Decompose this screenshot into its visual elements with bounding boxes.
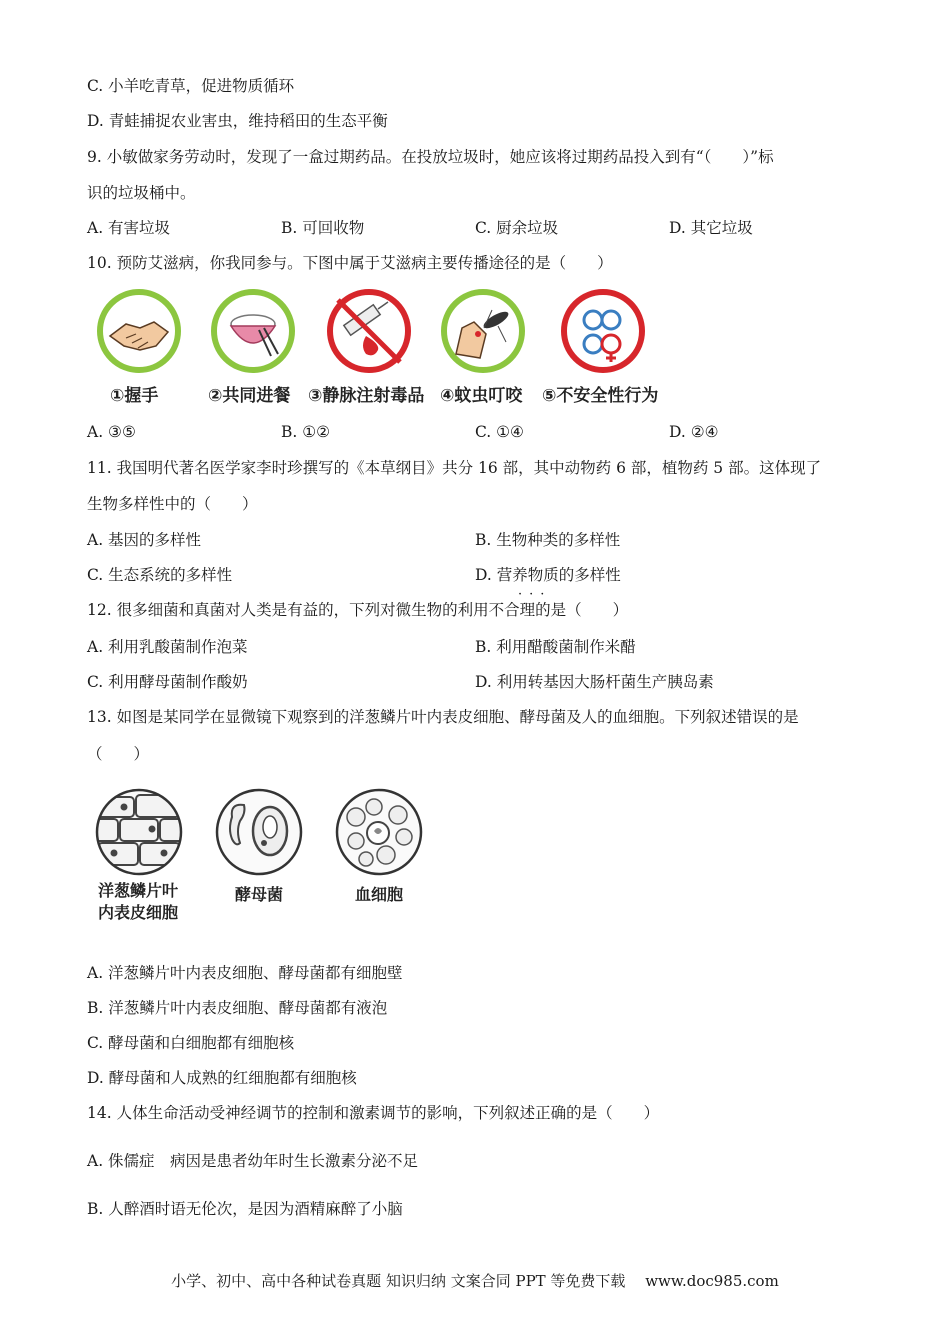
q10-option-b: B. ①② [281,423,331,441]
q12-option-a: A. 利用乳酸菌制作泡菜 [87,638,248,656]
q10-option-a: A. ③⑤ [87,423,136,441]
onion-label-line2: 内表皮细胞 [97,903,178,922]
q8-option-d: D. 青蛙捕捉农业害虫，维持稻田的生态平衡 [87,112,388,130]
blood-cells-image [334,787,424,877]
q9-option-d: D. 其它垃圾 [669,219,753,237]
q11-stem-line2: 生物多样性中的（ ） [87,495,258,513]
yeast-label: 酵母菌 [234,885,283,904]
q12-option-b: B. 利用醋酸菌制作米醋 [475,638,636,656]
q10-option-c: C. ①④ [475,423,524,441]
yeast-image [214,787,304,877]
q13-option-b: B. 洋葱鳞片叶内表皮细胞、酵母菌都有液泡 [87,999,388,1017]
figure-label-1: ①握手 [110,386,159,406]
aids-transmission-figure [90,288,690,408]
q14-option-a: A. 侏儒症 病因是患者幼年时生长激素分泌不足 [87,1152,419,1170]
q11-stem-line1: 11. 我国明代著名医学家李时珍撰写的《本草纲目》共分 16 部，其中动物药 6 部，植物药 5 部。这体现了 [87,459,822,477]
q11-option-d: D. 营养物质的多样性 [475,566,621,584]
q9-stem-line2: 识的垃圾桶中。 [87,184,196,202]
q14-option-b: B. 人醉酒时语无伦次，是因为酒精麻醉了小脑 [87,1200,403,1218]
q13-stem-line2: （ ） [87,745,150,763]
q13-option-d: D. 酵母菌和人成熟的红细胞都有细胞核 [87,1069,357,1087]
blood-label: 血细胞 [354,885,403,904]
q12-option-c: C. 利用酵母菌制作酸奶 [87,673,248,691]
q9-option-b: B. 可回收物 [281,219,365,237]
q13-option-a: A. 洋葱鳞片叶内表皮细胞、酵母菌都有细胞壁 [87,964,403,982]
figure-label-2: ②共同进餐 [208,386,291,406]
figure-label-3: ③静脉注射毒品 [308,386,425,406]
q10-stem: 10. 预防艾滋病，你我同参与。下图中属于艾滋病主要传播途径的是（ ） [87,254,613,272]
q13-stem-line1: 13. 如图是某同学在显微镜下观察到的洋葱鳞片叶内表皮细胞、酵母菌及人的血细胞。下列叙述错误的是 [87,708,799,726]
q11-option-a: A. 基因的多样性 [87,531,202,549]
syringe-icon [326,288,412,374]
mosquito-bite-icon [440,288,526,374]
figure-label-5: ⑤不安全性行为 [542,386,659,406]
onion-cells-image [94,787,184,877]
gender-symbols-icon [560,288,646,374]
q12-stem: 12. 很多细菌和真菌对人类是有益的，下列对微生物的利用不合理的是（ ） [87,601,629,619]
q8-option-c: C. 小羊吃青草，促进物质循环 [87,77,295,95]
onion-label-line1: 洋葱鳞片叶 [97,881,178,900]
q12-option-d: D. 利用转基因大肠杆菌生产胰岛素 [475,673,714,691]
q10-option-d: D. ②④ [669,423,719,441]
q11-option-c: C. 生态系统的多样性 [87,566,233,584]
q13-option-c: C. 酵母菌和白细胞都有细胞核 [87,1034,295,1052]
q14-stem: 14. 人体生命活动受神经调节的控制和激素调节的影响，下列叙述正确的是（ ） [87,1104,660,1122]
rice-bowl-icon [210,288,296,374]
emphasis-dots: ··· [518,587,552,602]
q11-option-b: B. 生物种类的多样性 [475,531,621,549]
handshake-icon [96,288,182,374]
onion-label [88,880,188,924]
q9-stem-line1: 9. 小敏做家务劳动时，发现了一盒过期药品。在投放垃圾时，她应该将过期药品投入到有“（ ）”标 [87,148,774,166]
page-footer: 小学、初中、高中各种试卷真题 知识归纳 文案合同 PPT 等免费下载 www.doc985.com [171,1272,779,1290]
q9-option-c: C. 厨余垃圾 [475,219,559,237]
q9-option-a: A. 有害垃圾 [87,219,171,237]
figure-label-4: ④蚊虫叮咬 [440,386,523,406]
cell-figure [88,783,448,933]
